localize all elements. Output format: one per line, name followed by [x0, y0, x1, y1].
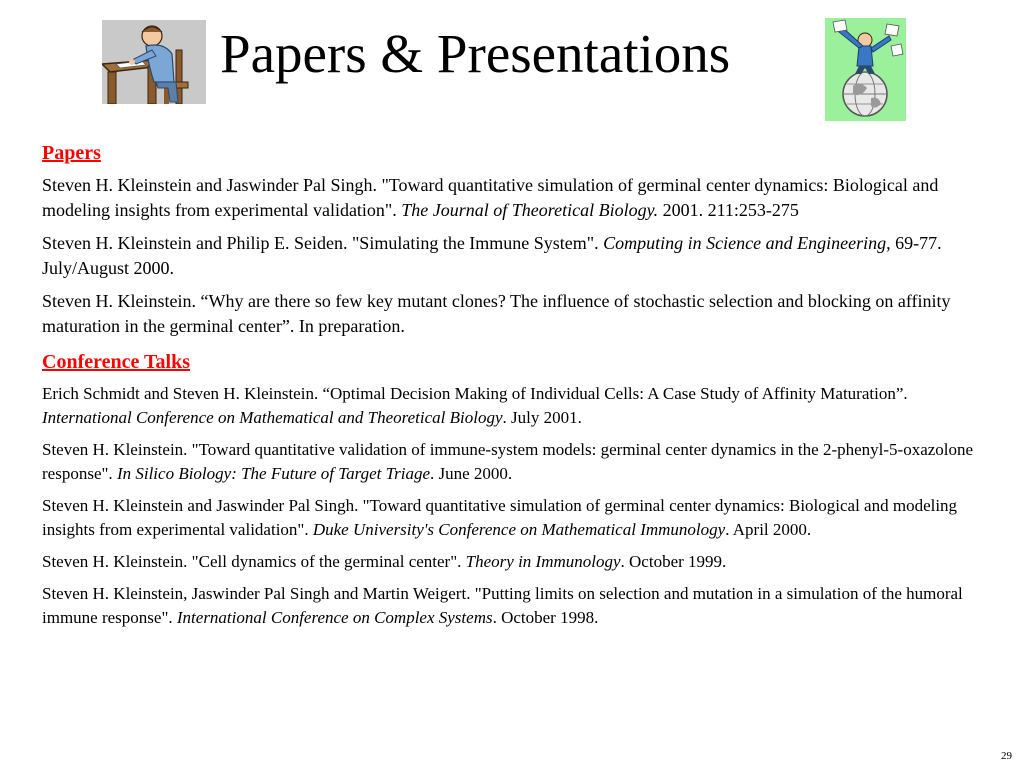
citation-text: Steven H. Kleinstein and Jaswinder Pal Singh. "Toward quantitative simulation of germinal center dynamics: Biological and modeling insights from experimental validation".: [42, 175, 939, 220]
citation-text: Erich Schmidt and Steven H. Kleinstein. “Optimal Decision Making of Individual Cells: A Case Study of Affinity Maturation”.: [42, 384, 908, 403]
paper-entry: [42, 289, 990, 339]
citation-text: Steven H. Kleinstein and Philip E. Seiden. "Simulating the Immune System".: [42, 233, 604, 253]
papers-heading: Papers: [42, 142, 101, 164]
citation-text: Steven H. Kleinstein and Jaswinder Pal Singh. "Toward quantitative simulation of germinal center dynamics: Biological and modeling insights from experimental validation".: [42, 496, 958, 539]
slide-content: [42, 140, 990, 638]
citation-tail: . October 1999.: [620, 552, 727, 571]
citation-venue: International Conference on Complex Systems: [176, 608, 493, 627]
citation-tail: 2001. 211:253-275: [658, 200, 799, 220]
citation-venue: Duke University's Conference on Mathematical Immunology: [312, 520, 726, 539]
person-on-globe-icon: [825, 18, 906, 121]
citation-tail: . July 2001.: [502, 408, 582, 427]
citation-venue: International Conference on Mathematical and Theoretical Biology: [42, 408, 503, 427]
citation-venue: The Journal of Theoretical Biology.: [401, 200, 659, 220]
person-writing-at-desk-icon: [102, 20, 206, 104]
citation-text: Steven H. Kleinstein. “Why are there so few key mutant clones? The influence of stochastic selection and blocking on affinity maturation in the germinal center”. In preparation.: [42, 291, 951, 336]
paper-entry: [42, 231, 990, 281]
citation-tail: , 69-77. July/August 2000.: [42, 233, 942, 278]
citation-text: Steven H. Kleinstein. "Toward quantitative validation of immune-system models: germinal center dynamics in the 2-phenyl-5-oxazolone response".: [42, 440, 974, 483]
citation-text: Steven H. Kleinstein. "Cell dynamics of the germinal center".: [42, 552, 466, 571]
talk-entry: [42, 550, 990, 574]
citation-tail: . April 2000.: [725, 520, 812, 539]
citation-venue: Computing in Science and Engineering: [603, 233, 887, 253]
citation-tail: . June 2000.: [430, 464, 513, 483]
talk-entry: [42, 438, 990, 486]
conference-talks-heading: Conference Talks: [42, 351, 190, 373]
slide-title: Papers & Presentations: [220, 23, 731, 84]
citation-venue: Theory in Immunology: [465, 552, 621, 571]
citation-venue: In Silico Biology: The Future of Target Triage: [116, 464, 431, 483]
talk-entry: [42, 382, 990, 430]
talk-entry: [42, 494, 990, 542]
talk-entry: [42, 582, 990, 630]
citation-text: Steven H. Kleinstein, Jaswinder Pal Singh and Martin Weigert. "Putting limits on selection and mutation in a simulation of the humoral immune response".: [42, 584, 963, 627]
citation-tail: . October 1998.: [492, 608, 599, 627]
paper-entry: [42, 173, 990, 223]
page-number: 29: [1001, 750, 1012, 762]
